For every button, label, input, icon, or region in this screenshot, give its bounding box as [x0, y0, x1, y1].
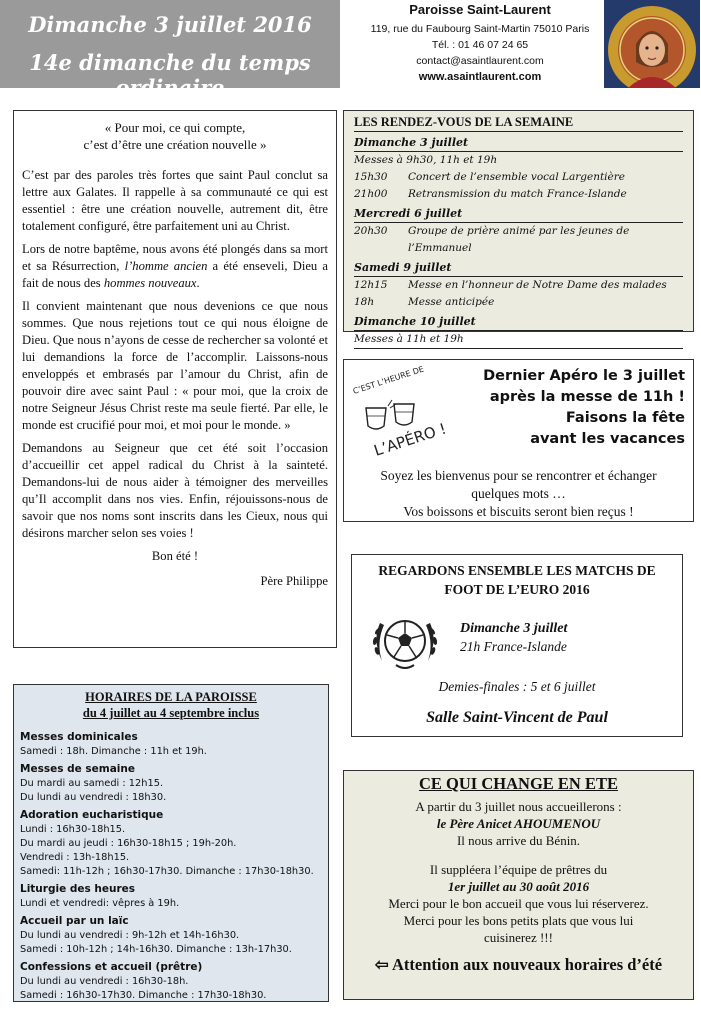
parish-email[interactable]: contact@asaintlaurent.com [416, 55, 544, 67]
apero-glasses-icon [348, 364, 453, 464]
schedule-time: 15h30 [354, 171, 388, 183]
quote-line-2: c’est d’être une création nouvelle » [83, 137, 267, 152]
quote-line-1: « Pour moi, ce qui compte, [104, 120, 246, 135]
schedule-row [354, 294, 683, 311]
schedule-text: Concert de l’ensemble vocal Largentière [408, 171, 625, 183]
parish-name: Paroisse Saint-Laurent [409, 2, 551, 17]
schedule-text: Retransmission du match France-Islande [408, 188, 627, 200]
hours-line: Du lundi au vendredi : 16h30-18h. [20, 976, 189, 987]
parish-address: 119, rue du Faubourg Saint-Martin 75010 Paris [370, 23, 590, 35]
hours-line: Samedi : 16h30-17h30. Dimanche : 17h30-18h30. [20, 990, 267, 1001]
schedule-day: Samedi 9 juillet [354, 260, 683, 277]
summer-line: cuisinerez !!! [484, 930, 553, 945]
doodle-text-bottom: L’APÉRO ! [371, 419, 449, 460]
parish-website[interactable]: www.asaintlaurent.com [418, 71, 542, 83]
football-date: Dimanche 3 juillet [460, 621, 568, 636]
soccer-ball-icon [366, 609, 444, 675]
header-date-title: Dimanche 3 juillet 2016 [28, 12, 312, 37]
apero-text-line: Vos boissons et biscuits seront bien reçus ! [403, 504, 634, 519]
schedule-time: 20h30 [354, 225, 388, 237]
schedule-time: 12h15 [354, 279, 388, 291]
schedule-day: Dimanche 3 juillet [354, 135, 683, 152]
hours-line: Du mardi au jeudi : 16h30-18h15 ; 19h-20h. [20, 838, 237, 849]
schedule-day: Dimanche 10 juillet [354, 314, 683, 331]
hours-line: Lundi et vendredi: vêpres à 19h. [20, 898, 180, 909]
summer-title: CE QUI CHANGE EN ETE [419, 774, 618, 793]
hours-line: Samedi: 11h-12h ; 16h30-17h30. Dimanche : 17h30-18h30. [20, 866, 314, 877]
apero-heading-line: Faisons la fête [565, 410, 685, 426]
football-semifinals: Demies-finales : 5 et 6 juillet [438, 679, 596, 694]
hours-section-title: Adoration eucharistique [20, 809, 164, 821]
schedule-text: Messes à 11h et 19h [354, 333, 464, 345]
apero-text-line: Soyez les bienvenus pour se rencontrer et échanger [380, 468, 657, 483]
p2-text-b: a été enseveli, Dieu a fait de nous des [22, 259, 328, 290]
football-title [352, 561, 682, 599]
p2-emphasis-1: l’homme ancien [124, 259, 208, 273]
p2-emphasis-2: hommes nouveaux [103, 276, 197, 290]
summer-changes [343, 770, 694, 1000]
hours-section-title: Messes de semaine [20, 763, 135, 775]
weekly-schedule [343, 110, 694, 345]
summer-priest-name: le Père Anicet AHOUMENOU [436, 816, 601, 831]
schedule-text: Groupe de prière animé par les jeunes de l’Emmanuel [408, 225, 630, 254]
apero-description [344, 467, 693, 521]
article-quote [22, 119, 328, 153]
schedule-text: Messe anticipée [408, 296, 495, 308]
hours-line: Du lundi au vendredi : 18h30. [20, 792, 167, 803]
schedule-day: Mercredi 6 juillet [354, 206, 683, 223]
schedule-time: 18h [354, 296, 375, 308]
p2-text-a: Lors de notre baptême, nous avons été plongés dans sa mort et sa Résurrection, [22, 242, 328, 273]
p2-text-c: . [196, 276, 200, 290]
euro-football-announcement [351, 554, 683, 737]
hours-title [20, 689, 322, 721]
summer-period: 1er juillet au 30 août 2016 [447, 879, 590, 894]
header-liturgy-title: 14e dimanche du temps ordinaire [29, 50, 311, 100]
article-paragraph-1: C’est par des paroles très fortes que saint Paul conclut sa lettre aux Galates. Il rappelle à sa communauté ce qui est essentiel : être une création nouvelle, autrement dit, être totalement configuré, être parfaitement uni au Christ. [22, 168, 328, 233]
saint-laurent-icon [604, 0, 700, 88]
apero-heading [445, 366, 685, 450]
schedule-time: 21h00 [354, 188, 388, 200]
apero-heading-line: Dernier Apéro le 3 juillet [483, 368, 685, 384]
hours-line: Vendredi : 13h-18h15. [20, 852, 130, 863]
schedule-text: Messe en l’honneur de Notre Dame des malades [408, 279, 667, 291]
parish-contact-block [360, 2, 600, 85]
doodle-text-top: C’EST L’HEURE DE [351, 364, 425, 396]
football-match: 21h France-Islande [460, 639, 567, 654]
apero-announcement [343, 359, 694, 522]
schedule-row [354, 169, 683, 186]
hours-line: Lundi : 16h30-18h15. [20, 824, 126, 835]
schedule-row [354, 277, 683, 294]
apero-heading-line: après la messe de 11h ! [489, 389, 685, 405]
football-title-line: REGARDONS ENSEMBLE LES MATCHS DE [378, 563, 656, 578]
parish-phone: Tél. : 01 46 07 24 65 [431, 39, 529, 51]
schedule-text: Messes à 9h30, 11h et 19h [354, 154, 498, 166]
hours-line: Samedi : 10h-12h ; 14h-16h30. Dimanche : 13h-17h30. [20, 944, 292, 955]
football-title-line: FOOT DE L’EURO 2016 [444, 582, 590, 597]
hours-line: Du lundi au vendredi : 9h-12h et 14h-16h30. [20, 930, 240, 941]
apero-text-line: quelques mots … [471, 486, 566, 501]
header-banner [0, 0, 340, 100]
summer-line: A partir du 3 juillet nous accueillerons : [415, 799, 622, 814]
summer-attention-notice: ⇦ Attention aux nouveaux horaires d’été [374, 955, 663, 974]
article-signature: Père Philippe [260, 574, 328, 588]
hours-title-line-1: HORAIRES DE LA PAROISSE [85, 690, 257, 704]
article-paragraph-2 [22, 241, 328, 292]
summer-line: Il nous arrive du Bénin. [456, 833, 581, 848]
editorial-article [13, 110, 337, 648]
hours-line: Samedi : 18h. Dimanche : 11h et 19h. [20, 746, 207, 757]
hours-section-title: Confessions et accueil (prêtre) [20, 961, 203, 973]
summer-line: Merci pour le bon accueil que vous lui réserverez. [388, 896, 649, 911]
hours-section-title: Accueil par un laïc [20, 915, 129, 927]
schedule-row [354, 186, 683, 203]
article-closing: Bon été ! [151, 549, 199, 563]
hours-section-title: Liturgie des heures [20, 883, 136, 895]
hours-line: Du mardi au samedi : 12h15. [20, 778, 164, 789]
schedule-row [354, 223, 683, 257]
summer-line: Merci pour les bons petits plats que vous lui [403, 913, 634, 928]
schedule-row [354, 331, 683, 349]
parish-hours [13, 684, 329, 1002]
hours-section-title: Messes dominicales [20, 731, 138, 743]
schedule-title: LES RENDEZ-VOUS DE LA SEMAINE [354, 115, 683, 132]
summer-line: Il suppléera l’équipe de prêtres du [429, 862, 608, 877]
schedule-row [354, 152, 683, 169]
article-paragraph-3: Il convient maintenant que nous devenions ce que nous sommes. Que nous rejetions tout ce qui nous éloigne de Dieu. Que nous n’ayons de cesse de rechercher sa volonté et lui demandions la force de l’accomplir. Laissons-nous enveloppés et embrasés par l’amour du Christ, afin de pouvoir dire avec saint Paul : « pour moi, que la croix de notre Seigneur Jésus Christ reste ma seule fierté. Par elle, le monde est crucifié pour moi, et moi pour le monde. » [22, 299, 328, 432]
apero-heading-line: avant les vacances [530, 431, 685, 447]
football-venue: Salle Saint-Vincent de Paul [426, 709, 608, 726]
article-paragraph-4: Demandons au Seigneur que cet été soit l’occasion d’accueillir cet appel radical du Christ à la sainteté. Demandons-lui de nous aider à témoigner des merveilles qu’Il accomplit dans nos vies. Enfin, réjouissons-nous de savoir que nos noms sont inscrits dans les Cieux, nous qui désirons marcher selon ses voies ! [22, 441, 328, 540]
hours-title-line-2: du 4 juillet au 4 septembre inclus [82, 706, 260, 720]
